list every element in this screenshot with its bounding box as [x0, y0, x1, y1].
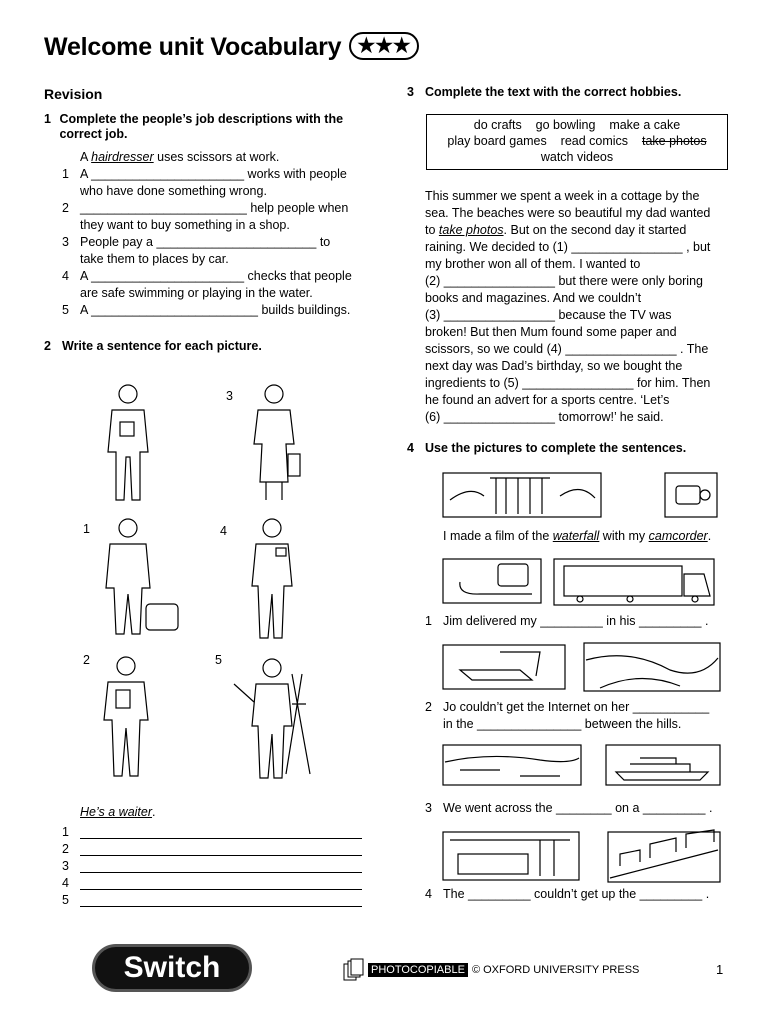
exercise-3-text — [425, 188, 745, 426]
waterfall-picture — [443, 473, 601, 517]
text-line: my brother won all of them. I wanted to — [425, 257, 641, 271]
ferry-picture — [606, 745, 720, 785]
exercise-3-instruction: 3 Complete the text with the correct hobbies. — [407, 85, 682, 99]
answer-line[interactable]: 4 — [62, 873, 362, 890]
text-line: to take photos. But on the second day it started — [425, 223, 687, 237]
footer-copyright: PHOTOCOPIABLE © OXFORD UNIVERSITY PRESS — [368, 963, 639, 977]
exercise-4-sentence-4: 4 The _________ couldn’t get up the _________ . — [425, 887, 710, 901]
word-box-row-2: play board games read comics take photos — [447, 134, 707, 148]
exercise-1-item: 2 ________________________ help people when they want to buy something in a shop. — [62, 201, 349, 232]
page-number: 1 — [716, 962, 724, 977]
switch-logo: Switch — [92, 944, 252, 992]
text-line: scissors, so we could (4) ________________ . The — [425, 342, 709, 356]
text-line: ingredients to (5) ________________ for him. Then — [425, 376, 711, 390]
exercise-1-instruction: 1 Complete the people’s job descriptions with the correct job. — [44, 112, 344, 141]
laptop-picture — [443, 645, 565, 689]
text-line: books and magazines. And we couldn’t — [425, 291, 642, 305]
photocopiable-badge: PHOTOCOPIABLE — [368, 963, 468, 977]
hill-street-picture — [608, 830, 720, 882]
picture-label-2: 2 — [83, 653, 90, 667]
exercise-1 — [44, 112, 364, 319]
shop-assistant-picture — [254, 385, 300, 500]
answer-rule[interactable] — [80, 860, 362, 873]
job-pictures — [80, 372, 370, 784]
waiter-picture — [108, 385, 148, 500]
answer-rule[interactable] — [80, 877, 362, 890]
exercise-4-sentence-1: 1 Jim delivered my _________ in his _________ . — [425, 614, 709, 628]
answer-rule[interactable] — [80, 894, 362, 907]
doctor-picture — [104, 657, 148, 776]
lorry-picture — [554, 559, 714, 605]
difficulty-stars-icon: ★★★ — [349, 32, 418, 60]
hobbies-word-box — [426, 114, 728, 170]
answer-line[interactable]: 5 — [62, 890, 362, 907]
page-title — [44, 32, 419, 62]
tram-picture — [443, 832, 579, 880]
valley-picture — [584, 643, 720, 691]
answer-rule[interactable] — [80, 843, 362, 856]
text-line: (6) ________________ tomorrow!’ he said. — [425, 410, 664, 424]
text-line: he found an advert for a sports centre. ‘Let’s — [425, 393, 670, 407]
answer-line[interactable]: 3 — [62, 856, 362, 873]
photocopy-pages-icon — [342, 958, 364, 982]
text-line: broken! But then Mum found some paper and — [425, 325, 677, 339]
mp3-player-picture — [443, 559, 541, 603]
picture-label-5: 5 — [215, 653, 222, 667]
text-line: This summer we spent a week in a cottage by the — [425, 189, 700, 203]
porter-picture — [106, 519, 178, 634]
exercise-1-item: 4 A ______________________ checks that people are safe swimming or playing in the water. — [62, 269, 352, 300]
text-line: next day was Dad’s birthday, so we bought the — [425, 359, 683, 373]
exercise-1-items — [44, 166, 364, 319]
answer-line[interactable]: 1 — [62, 822, 362, 839]
exercise-4-sentence-3: 3 We went across the ________ on a _________ . — [425, 801, 713, 815]
exercise-1-item: 5 A ________________________ builds buildings. — [62, 303, 351, 317]
answer-rule[interactable] — [80, 826, 362, 839]
exercise-4-instruction: 4 Use the pictures to complete the sentences. — [407, 441, 687, 455]
revision-heading: Revision — [44, 86, 103, 102]
word-box-row-1: do crafts go bowling make a cake — [473, 118, 681, 132]
text-line: (3) ________________ because the TV was — [425, 308, 672, 322]
picture-label-1: 1 — [83, 522, 90, 536]
picture-label-3: 3 — [226, 389, 233, 403]
exercise-2-example: He’s a waiter. — [80, 805, 156, 819]
answer-line[interactable]: 2 — [62, 839, 362, 856]
text-line: (2) ________________ but there were only boring — [425, 274, 703, 288]
picture-label-4: 4 — [220, 524, 227, 538]
word-box-row-3: watch videos — [540, 150, 614, 164]
exercise-1-item: 3 People pay a _______________________ to take them to places by car. — [62, 235, 331, 266]
exercise-1-item: 1 A ______________________ works with people who have done something wrong. — [62, 167, 347, 198]
exercise-2-answer-lines — [62, 822, 362, 907]
painter-picture — [234, 659, 310, 778]
camcorder-picture — [665, 473, 717, 517]
text-line: sea. The beaches were so beautiful my dad wanted — [425, 206, 711, 220]
exercise-4-sentence-2: 2 Jo couldn’t get the Internet on her ___________ in the _______________ between the hills. — [425, 700, 710, 731]
photographer-picture — [252, 519, 292, 638]
text-line: raining. We decided to (1) ________________ , but — [425, 240, 711, 254]
exercise-2-instruction: 2 Write a sentence for each picture. — [44, 339, 262, 353]
title-text: Welcome unit Vocabulary — [44, 33, 342, 61]
lake-picture — [443, 745, 581, 785]
exercise-1-example: A hairdresser uses scissors at work. — [80, 150, 280, 164]
exercise-4-example: I made a film of the waterfall with my camcorder. — [443, 529, 712, 543]
